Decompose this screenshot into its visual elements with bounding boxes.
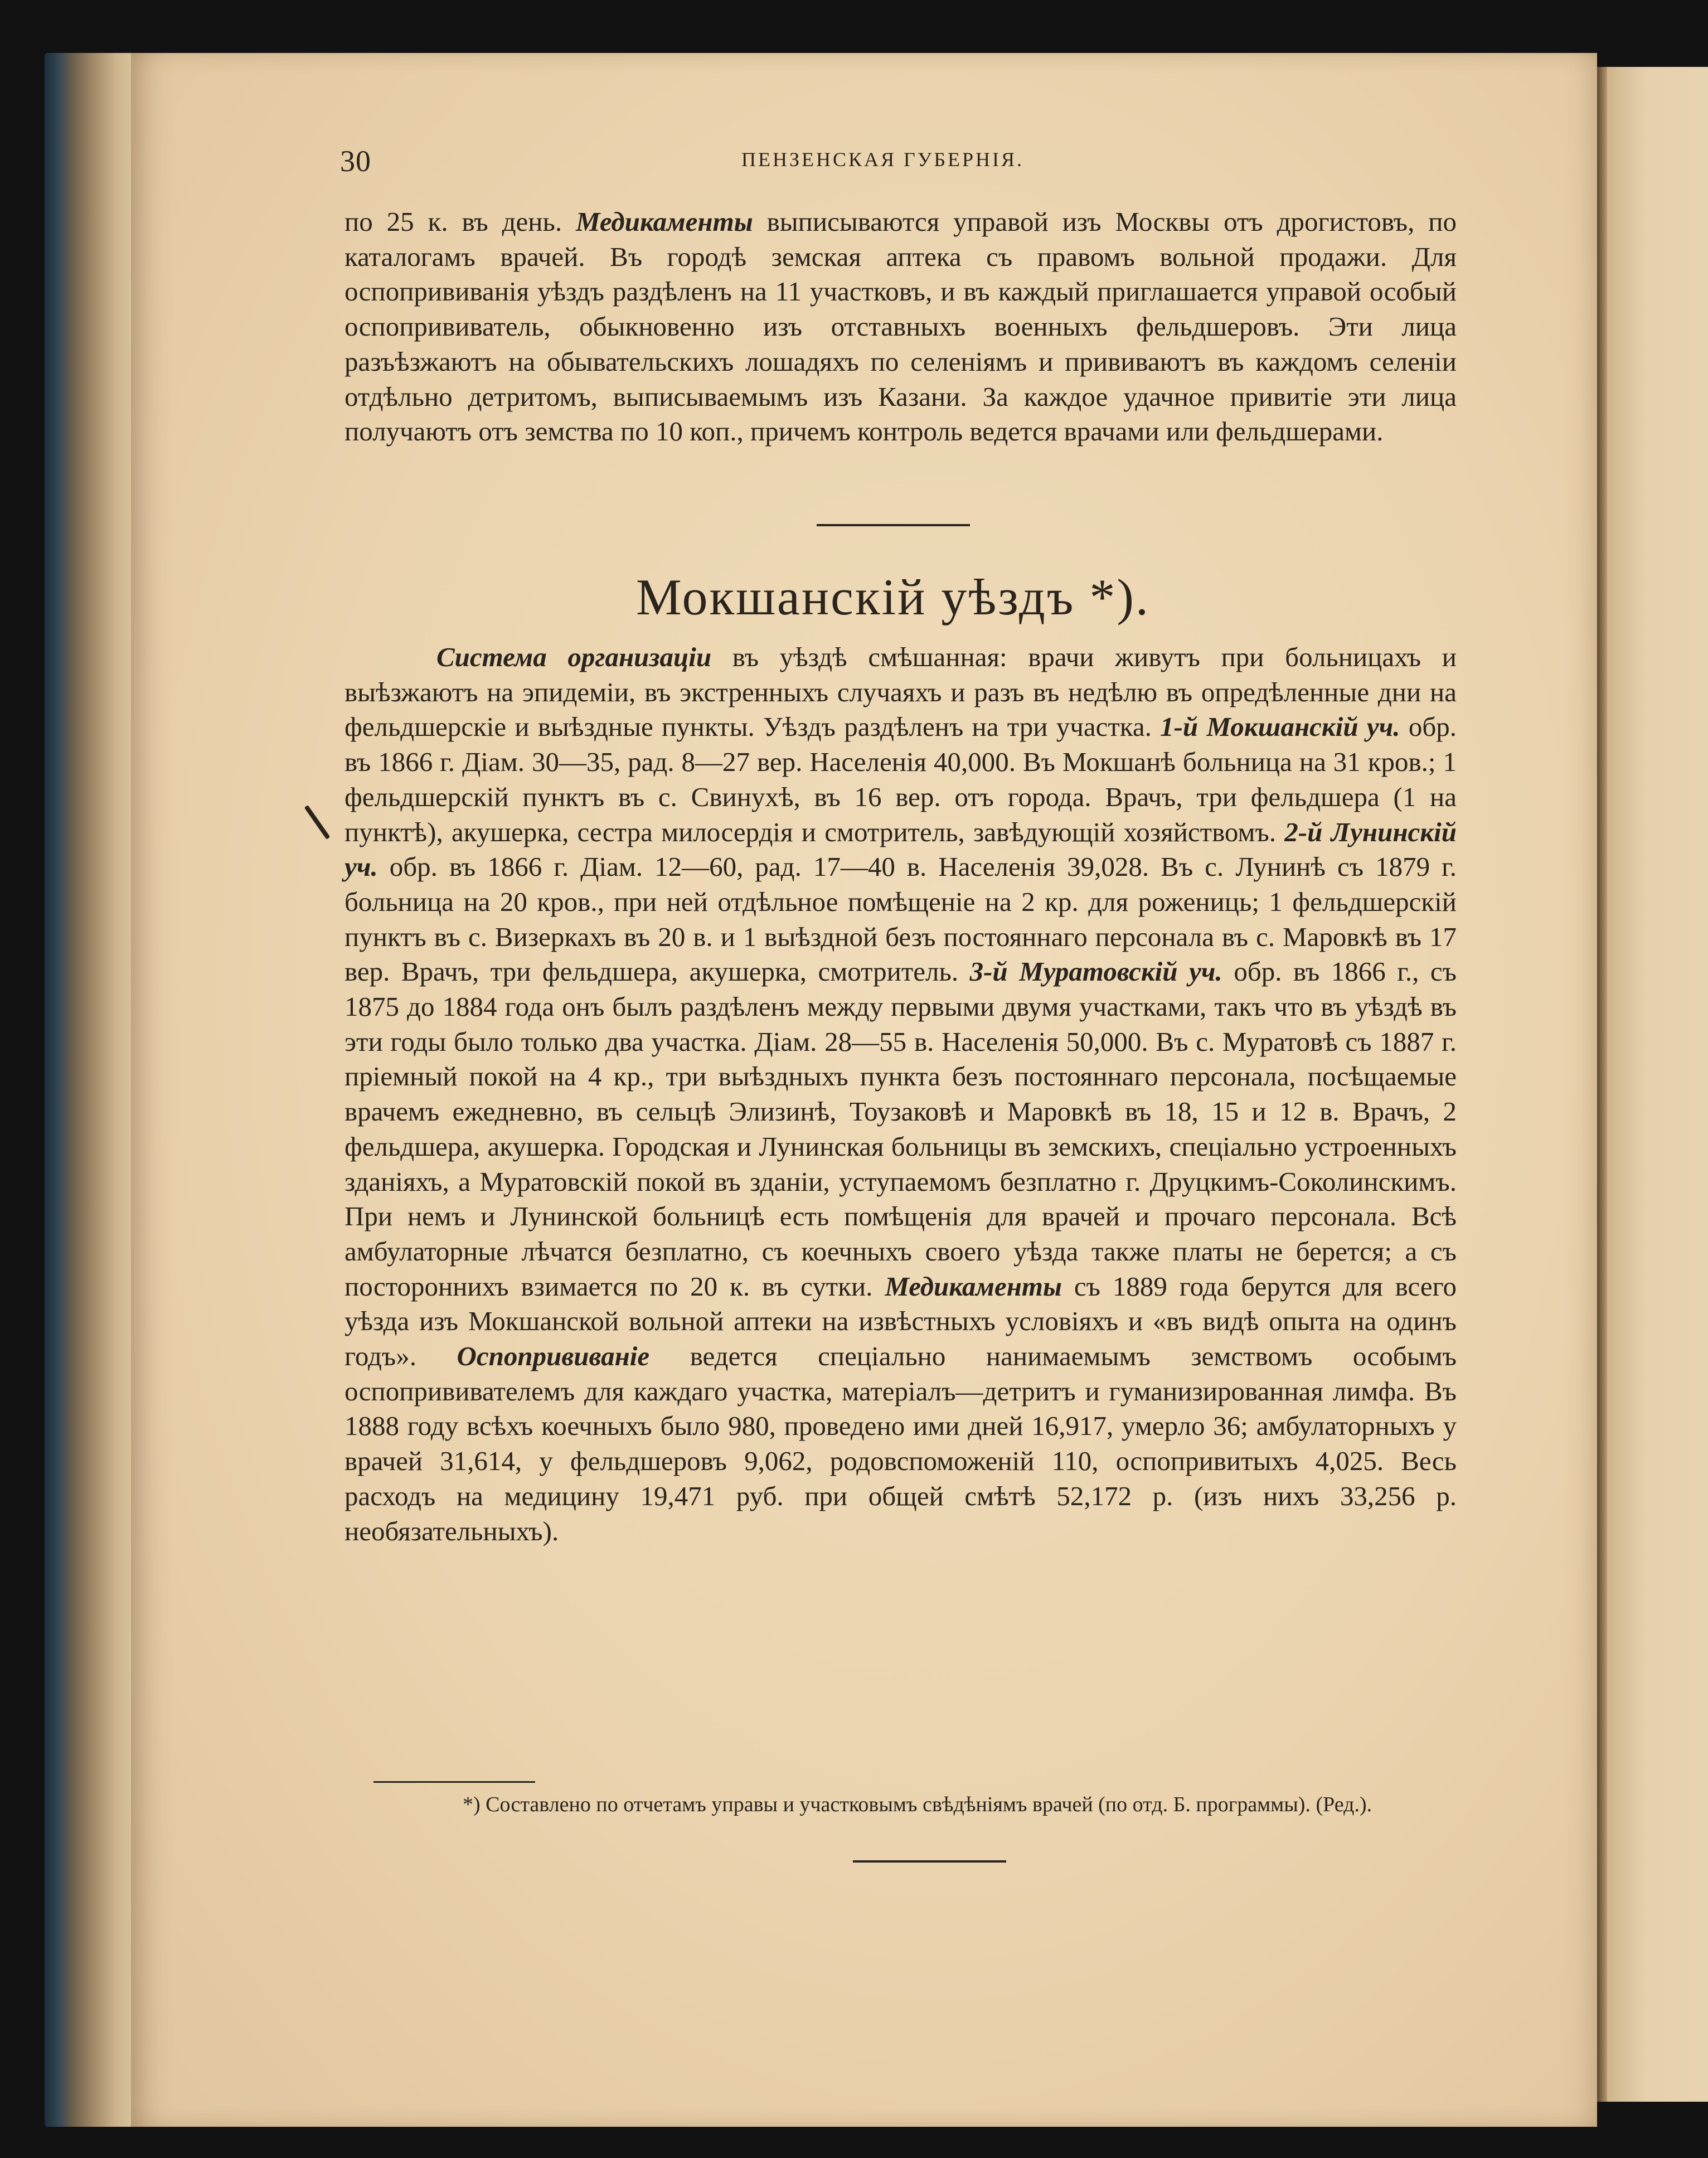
paragraph-medicaments xyxy=(344,205,1457,449)
next-page-edge xyxy=(1597,67,1708,2102)
page-number: 30 xyxy=(340,144,371,178)
emphasis-term: Медикаменты xyxy=(576,206,753,237)
text-run: обр. въ 1866 г., съ 1875 до 1884 года онъ былъ раздѣленъ между первыми двумя участками, такъ что въ уѣздѣ въ эти годы было только два участка. Діам. 28—55 в. Населенія 50,000. Въ с. Муратовѣ съ 1887 г. пріемный покой на 4 кр., три выѣздныхъ пункта безъ постояннаго персонала, посѣщаемые врачемъ ежедневно, въ сельцѣ Элизинѣ, Тоузаковѣ и Маровкѣ въ 18, 15 и 12 в. Врачъ, 2 фельдшера, акушерка. Городская и Лунинская больницы въ земскихъ, спеціально устроенныхъ зданіяхъ, а Муратовскій покой въ зданіи, уступаемомъ безплатно г. Друцкимъ-Соколинскимъ. При немъ и Лунинской больницѣ есть помѣщенія для врачей и прочаго персонала. Всѣ амбулаторные лѣчатся безплатно, съ коечныхъ своего уѣзда также платы не берется; а съ постороннихъ взимается по 20 к. въ сутки. xyxy=(344,956,1457,1302)
text-run: съ 1889 года берутся для всего уѣзда изъ Мокшанской вольной аптеки на извѣстныхъ условіяхъ и «въ видѣ опыта на одинъ годъ». xyxy=(344,1270,1457,1372)
text-run: въ уѣздѣ смѣшанная: врачи живутъ при больницахъ и выѣзжаютъ на эпидеміи, въ экстренныхъ случаяхъ и разъ въ недѣлю въ опредѣленные дни на фельдшерскіе и выѣздные пункты. Уѣздъ раздѣленъ на три участка. xyxy=(344,642,1457,743)
text-run: обр. въ 1866 г. Діам. 12—60, рад. 17—40 в. Населенія 39,028. Въ с. Лунинѣ съ 1879 г. больница на 20 кров., при ней отдѣльное помѣщеніе на 2 кр. для рожениць; 1 фельдшерскій пунктъ въ с. Визеркахъ въ 20 в. и 1 выѣздной безъ постояннаго персонала въ с. Маровкѣ въ 17 вер. Врачъ, три фельдшера, акушерка, смотритель. xyxy=(344,851,1457,987)
text-run: ведется спеціально нанимаемымъ земствомъ особымъ оспопрививателемъ для каждаго участка, матеріалъ—детритъ и гуманизированная лимфа. Въ 1888 году всѣхъ коечныхъ было 980, проведено ими дней 16,917, умерло 36; амбулаторныхъ у врачей 31,614, у фельдшеровъ 9,062, родовспоможеній 110, оспопривитыхъ 4,025. Весь расходъ на медицину 19,471 руб. при общей смѣтѣ 52,172 р. (изъ нихъ 33,256 р. необязательныхъ). xyxy=(344,1341,1457,1546)
paragraph-1-text xyxy=(344,205,1457,449)
footnote-rule xyxy=(373,1781,535,1783)
section-divider-bottom xyxy=(853,1860,1006,1863)
text-run: обр. въ 1866 г. Діам. 30—35, рад. 8—27 вер. Населенія 40,000. Въ Мокшанѣ больница на 31 кров.; 1 фельдшерскій пунктъ въ с. Свинухѣ, въ 16 вер. отъ города. Врачъ, три фельдшера (1 на пунктѣ), акушерка, сестра милосердія и смотритель, завѣдующій хозяйствомъ. xyxy=(344,711,1457,847)
text-run: выписываются управой изъ Москвы отъ дрогистовъ, по каталогамъ врачей. Въ городѣ земская аптека съ правомъ вольной продажи. Для оспопрививанія уѣздъ раздѣленъ на 11 участковъ, и въ каждый приглашается управой особый оспопрививатель, обыкновенно изъ отставныхъ военныхъ фельдшеровъ. Эти лица разъѣзжаютъ на обывательскихъ лошадяхъ по селеніямъ и прививаютъ въ каждомъ селеніи отдѣльно детритомъ, выписываемымъ изъ Казани. За каждое удачное привитіе эти лица получаютъ отъ земства по 10 коп., причемъ контроль ведется врачами или фельдшерами. xyxy=(344,206,1457,447)
emphasis-term: Медикаменты xyxy=(885,1270,1062,1302)
section-title: Мокшанскій уѣздъ *). xyxy=(635,569,1151,625)
emphasis-term: Оспопрививаніе xyxy=(457,1341,650,1372)
section-divider-top xyxy=(817,524,970,526)
emphasis-term: 2-й Лунинскій уч. xyxy=(344,816,1457,882)
emphasis-term: 3-й Муратовскій уч. xyxy=(969,956,1222,987)
emphasis-term: 1-й Мокшанскій уч. xyxy=(1160,711,1400,743)
book-edge xyxy=(45,53,134,2127)
running-head: ПЕНЗЕНСКАЯ ГУБЕРНІЯ. xyxy=(741,148,1025,171)
paragraph-2-text xyxy=(344,640,1457,1549)
paragraph-mokshan-uezd xyxy=(344,640,1457,1549)
emphasis-term: Система организаціи xyxy=(436,642,712,672)
footnote: *) Составлено по отчетамъ управы и участковымъ свѣдѣніямъ врачей (по отд. Б. программы). (Ред.). xyxy=(463,1793,1372,1816)
text-run: по 25 к. въ день. xyxy=(344,206,576,237)
